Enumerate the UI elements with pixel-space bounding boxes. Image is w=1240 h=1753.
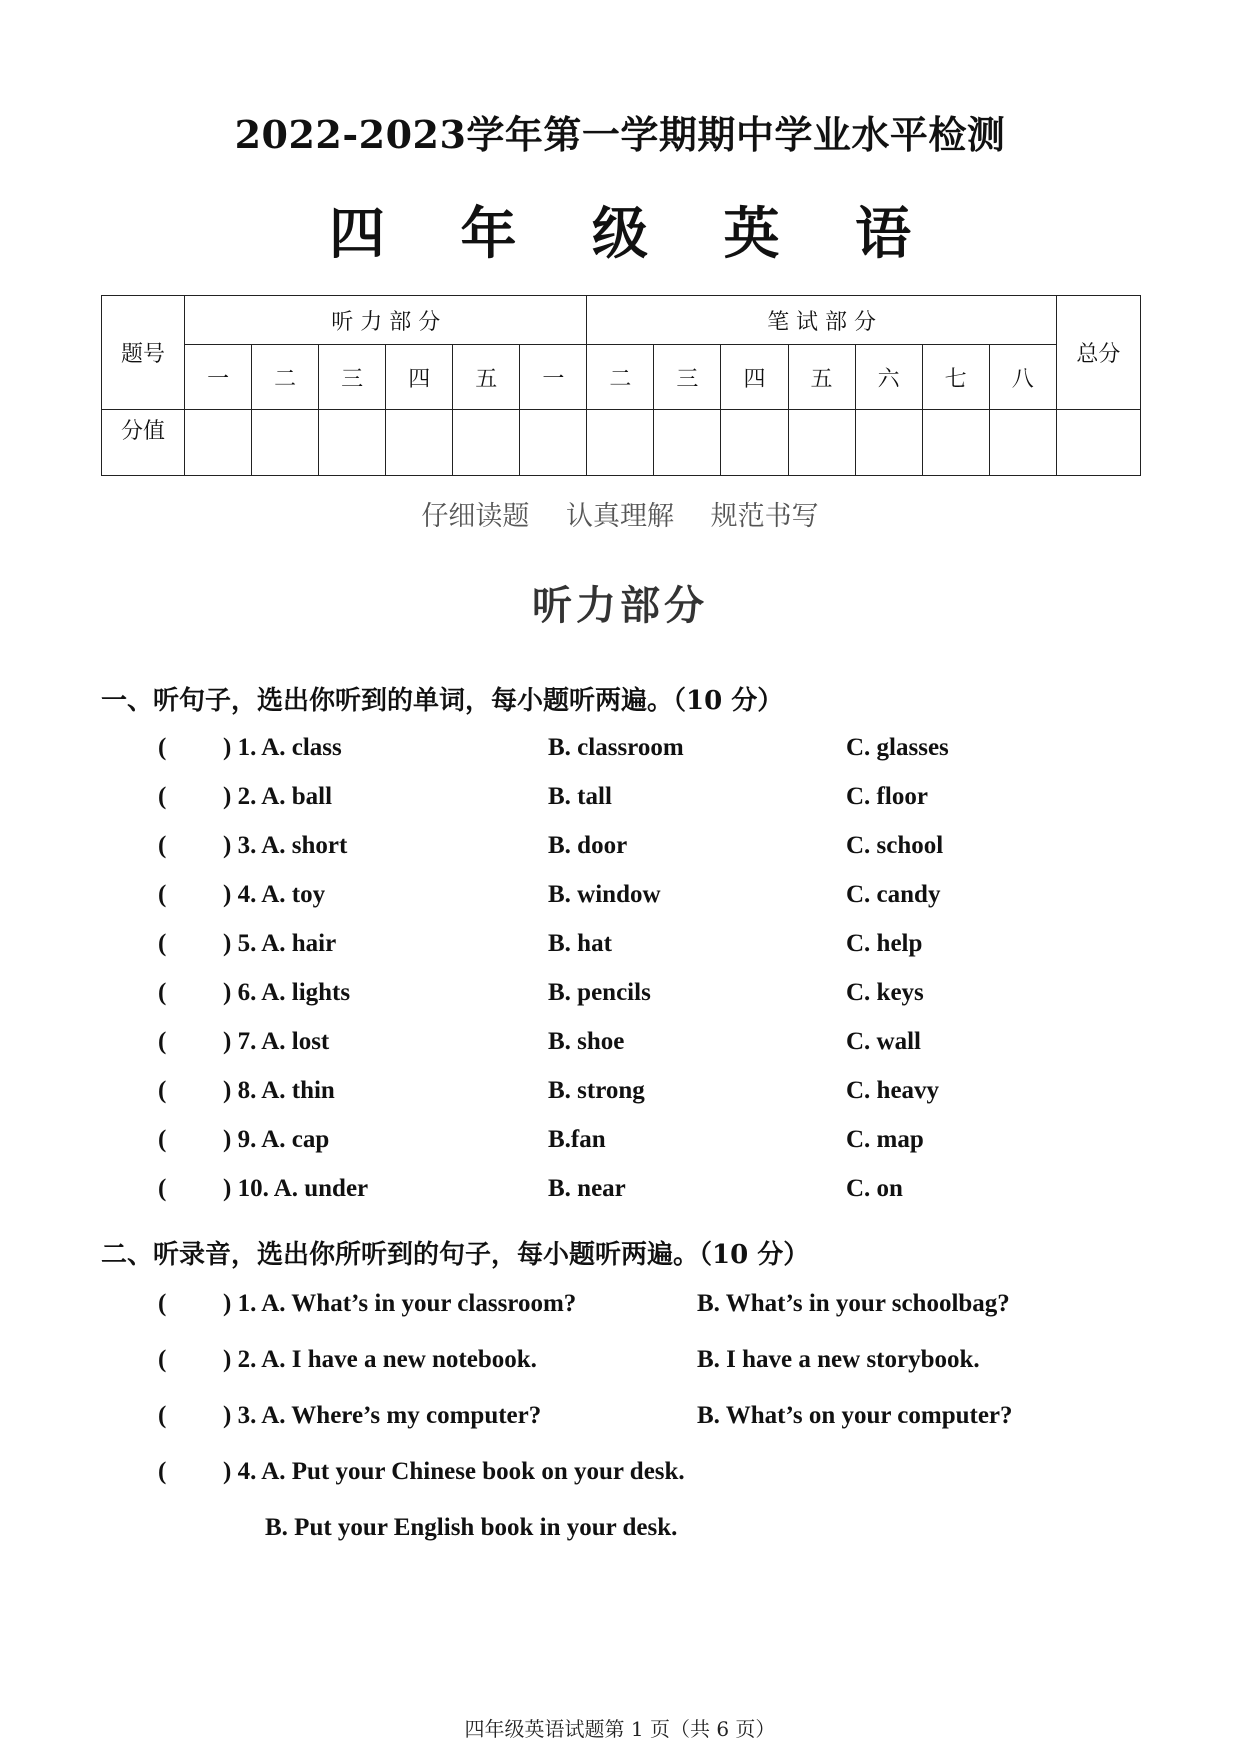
option-b: B. shoe <box>548 1028 625 1055</box>
option-a: ) 3. A. Where’s my computer? <box>223 1402 542 1429</box>
answer-blank[interactable]: ( <box>158 1346 167 1373</box>
answer-blank[interactable]: ( <box>158 1402 167 1429</box>
question-row <box>0 1077 1240 1113</box>
option-c: C. candy <box>846 881 941 908</box>
answer-blank[interactable]: ( <box>158 979 167 1006</box>
option-b: B. near <box>548 1175 626 1202</box>
option-c: C. wall <box>846 1028 921 1055</box>
option-a: ) 6. A. lights <box>223 979 351 1006</box>
header-question-label: 题号 <box>102 296 185 410</box>
score-cell[interactable] <box>855 410 922 476</box>
option-b: B. classroom <box>548 734 684 761</box>
answer-blank[interactable]: ( <box>158 930 167 957</box>
question-row <box>0 1346 1240 1382</box>
section-title: 听力部分 <box>532 583 708 629</box>
option-c: C. glasses <box>846 734 949 761</box>
question-row <box>0 783 1240 819</box>
answer-blank[interactable]: ( <box>158 783 167 810</box>
exam-title: 2022-2023学年第一学期期中学业水平检测 <box>234 112 1006 157</box>
answer-blank[interactable]: ( <box>158 734 167 761</box>
option-a: ) 10. A. under <box>223 1175 369 1202</box>
option-a: ) 4. A. toy <box>223 881 326 908</box>
answer-blank[interactable]: ( <box>158 832 167 859</box>
option-b: B. What’s in your schoolbag? <box>697 1290 1010 1317</box>
option-a: ) 2. A. ball <box>223 783 333 810</box>
answer-blank[interactable]: ( <box>158 1290 167 1317</box>
option-b: B.fan <box>548 1126 606 1153</box>
col-written: 七 <box>922 345 989 410</box>
option-b: B. hat <box>548 930 612 957</box>
col-written: 四 <box>721 345 788 410</box>
col-written: 一 <box>520 345 587 410</box>
col-listening: 一 <box>185 345 252 410</box>
question-row-continued <box>0 1514 1240 1550</box>
answer-blank[interactable]: ( <box>158 1077 167 1104</box>
row-score-label: 分值 <box>102 410 185 476</box>
question-row <box>0 734 1240 770</box>
answer-blank[interactable]: ( <box>158 1458 167 1485</box>
question-row <box>0 1126 1240 1162</box>
option-c: C. school <box>846 832 944 859</box>
question-row <box>0 930 1240 966</box>
question-row <box>0 1175 1240 1211</box>
option-a: ) 4. A. Put your Chinese book on your desk. <box>223 1458 685 1485</box>
option-a: ) 8. A. thin <box>223 1077 335 1104</box>
col-written: 五 <box>788 345 855 410</box>
col-written: 三 <box>654 345 721 410</box>
score-cell[interactable] <box>922 410 989 476</box>
answer-blank[interactable]: ( <box>158 1126 167 1153</box>
header-total: 总分 <box>1056 296 1140 410</box>
question-row <box>0 832 1240 868</box>
col-written: 六 <box>855 345 922 410</box>
score-cell[interactable] <box>319 410 386 476</box>
answer-blank[interactable]: ( <box>158 881 167 908</box>
motto-item: 规范书写 <box>710 501 819 532</box>
score-cell[interactable] <box>989 410 1056 476</box>
score-cell[interactable] <box>654 410 721 476</box>
option-a: ) 1. A. class <box>223 734 342 761</box>
score-cell[interactable] <box>788 410 855 476</box>
question-row <box>0 881 1240 917</box>
option-b: B. tall <box>548 783 612 810</box>
col-written: 二 <box>587 345 654 410</box>
option-a: ) 3. A. short <box>223 832 348 859</box>
col-listening: 五 <box>453 345 520 410</box>
option-a: ) 7. A. lost <box>223 1028 330 1055</box>
option-a: ) 1. A. What’s in your classroom? <box>223 1290 577 1317</box>
score-table <box>101 295 1141 476</box>
col-written: 八 <box>989 345 1056 410</box>
option-b: B. window <box>548 881 661 908</box>
question-row <box>0 1290 1240 1326</box>
option-a: ) 9. A. cap <box>223 1126 330 1153</box>
option-b: B. door <box>548 832 628 859</box>
question-row <box>0 1458 1240 1494</box>
option-c: C. map <box>846 1126 924 1153</box>
score-cell[interactable] <box>185 410 252 476</box>
option-a: ) 5. A. hair <box>223 930 337 957</box>
score-cell[interactable] <box>721 410 788 476</box>
option-c: C. help <box>846 930 923 957</box>
motto <box>0 494 1240 533</box>
option-b: B. strong <box>548 1077 645 1104</box>
score-cell[interactable] <box>252 410 319 476</box>
col-listening: 四 <box>386 345 453 410</box>
score-cell[interactable] <box>386 410 453 476</box>
score-cell[interactable] <box>453 410 520 476</box>
option-c: C. heavy <box>846 1077 940 1104</box>
question-row <box>0 979 1240 1015</box>
exam-subject: 四 年 级 英 语 <box>329 201 939 267</box>
option-a: ) 2. A. I have a new notebook. <box>223 1346 537 1373</box>
part2-heading: 二、听录音，选出你所听到的句子，每小题听两遍。（10 分） <box>101 1240 810 1270</box>
col-listening: 三 <box>319 345 386 410</box>
question-row <box>0 1028 1240 1064</box>
option-c: C. floor <box>846 783 928 810</box>
question-row <box>0 1402 1240 1438</box>
option-b: B. What’s on your computer? <box>697 1402 1013 1429</box>
option-c: C. keys <box>846 979 924 1006</box>
option-b: B. Put your English book in your desk. <box>265 1514 678 1541</box>
motto-item: 认真理解 <box>566 501 674 532</box>
score-cell[interactable] <box>520 410 587 476</box>
option-b: B. I have a new storybook. <box>697 1346 980 1373</box>
answer-blank[interactable]: ( <box>158 1028 167 1055</box>
page-footer: 四年级英语试题第 1 页（共 6 页） <box>464 1717 776 1741</box>
answer-blank[interactable]: ( <box>158 1175 167 1202</box>
header-written-group: 笔 试 部 分 <box>587 296 1056 345</box>
header-listening-group: 听 力 部 分 <box>185 296 587 345</box>
option-b: B. pencils <box>548 979 651 1006</box>
part1-heading: 一、听句子，选出你听到的单词，每小题听两遍。（10 分） <box>101 686 784 716</box>
option-c: C. on <box>846 1175 903 1202</box>
score-cell[interactable] <box>587 410 654 476</box>
score-cell-total[interactable] <box>1056 410 1140 476</box>
motto-item: 仔细读题 <box>421 501 530 532</box>
col-listening: 二 <box>252 345 319 410</box>
